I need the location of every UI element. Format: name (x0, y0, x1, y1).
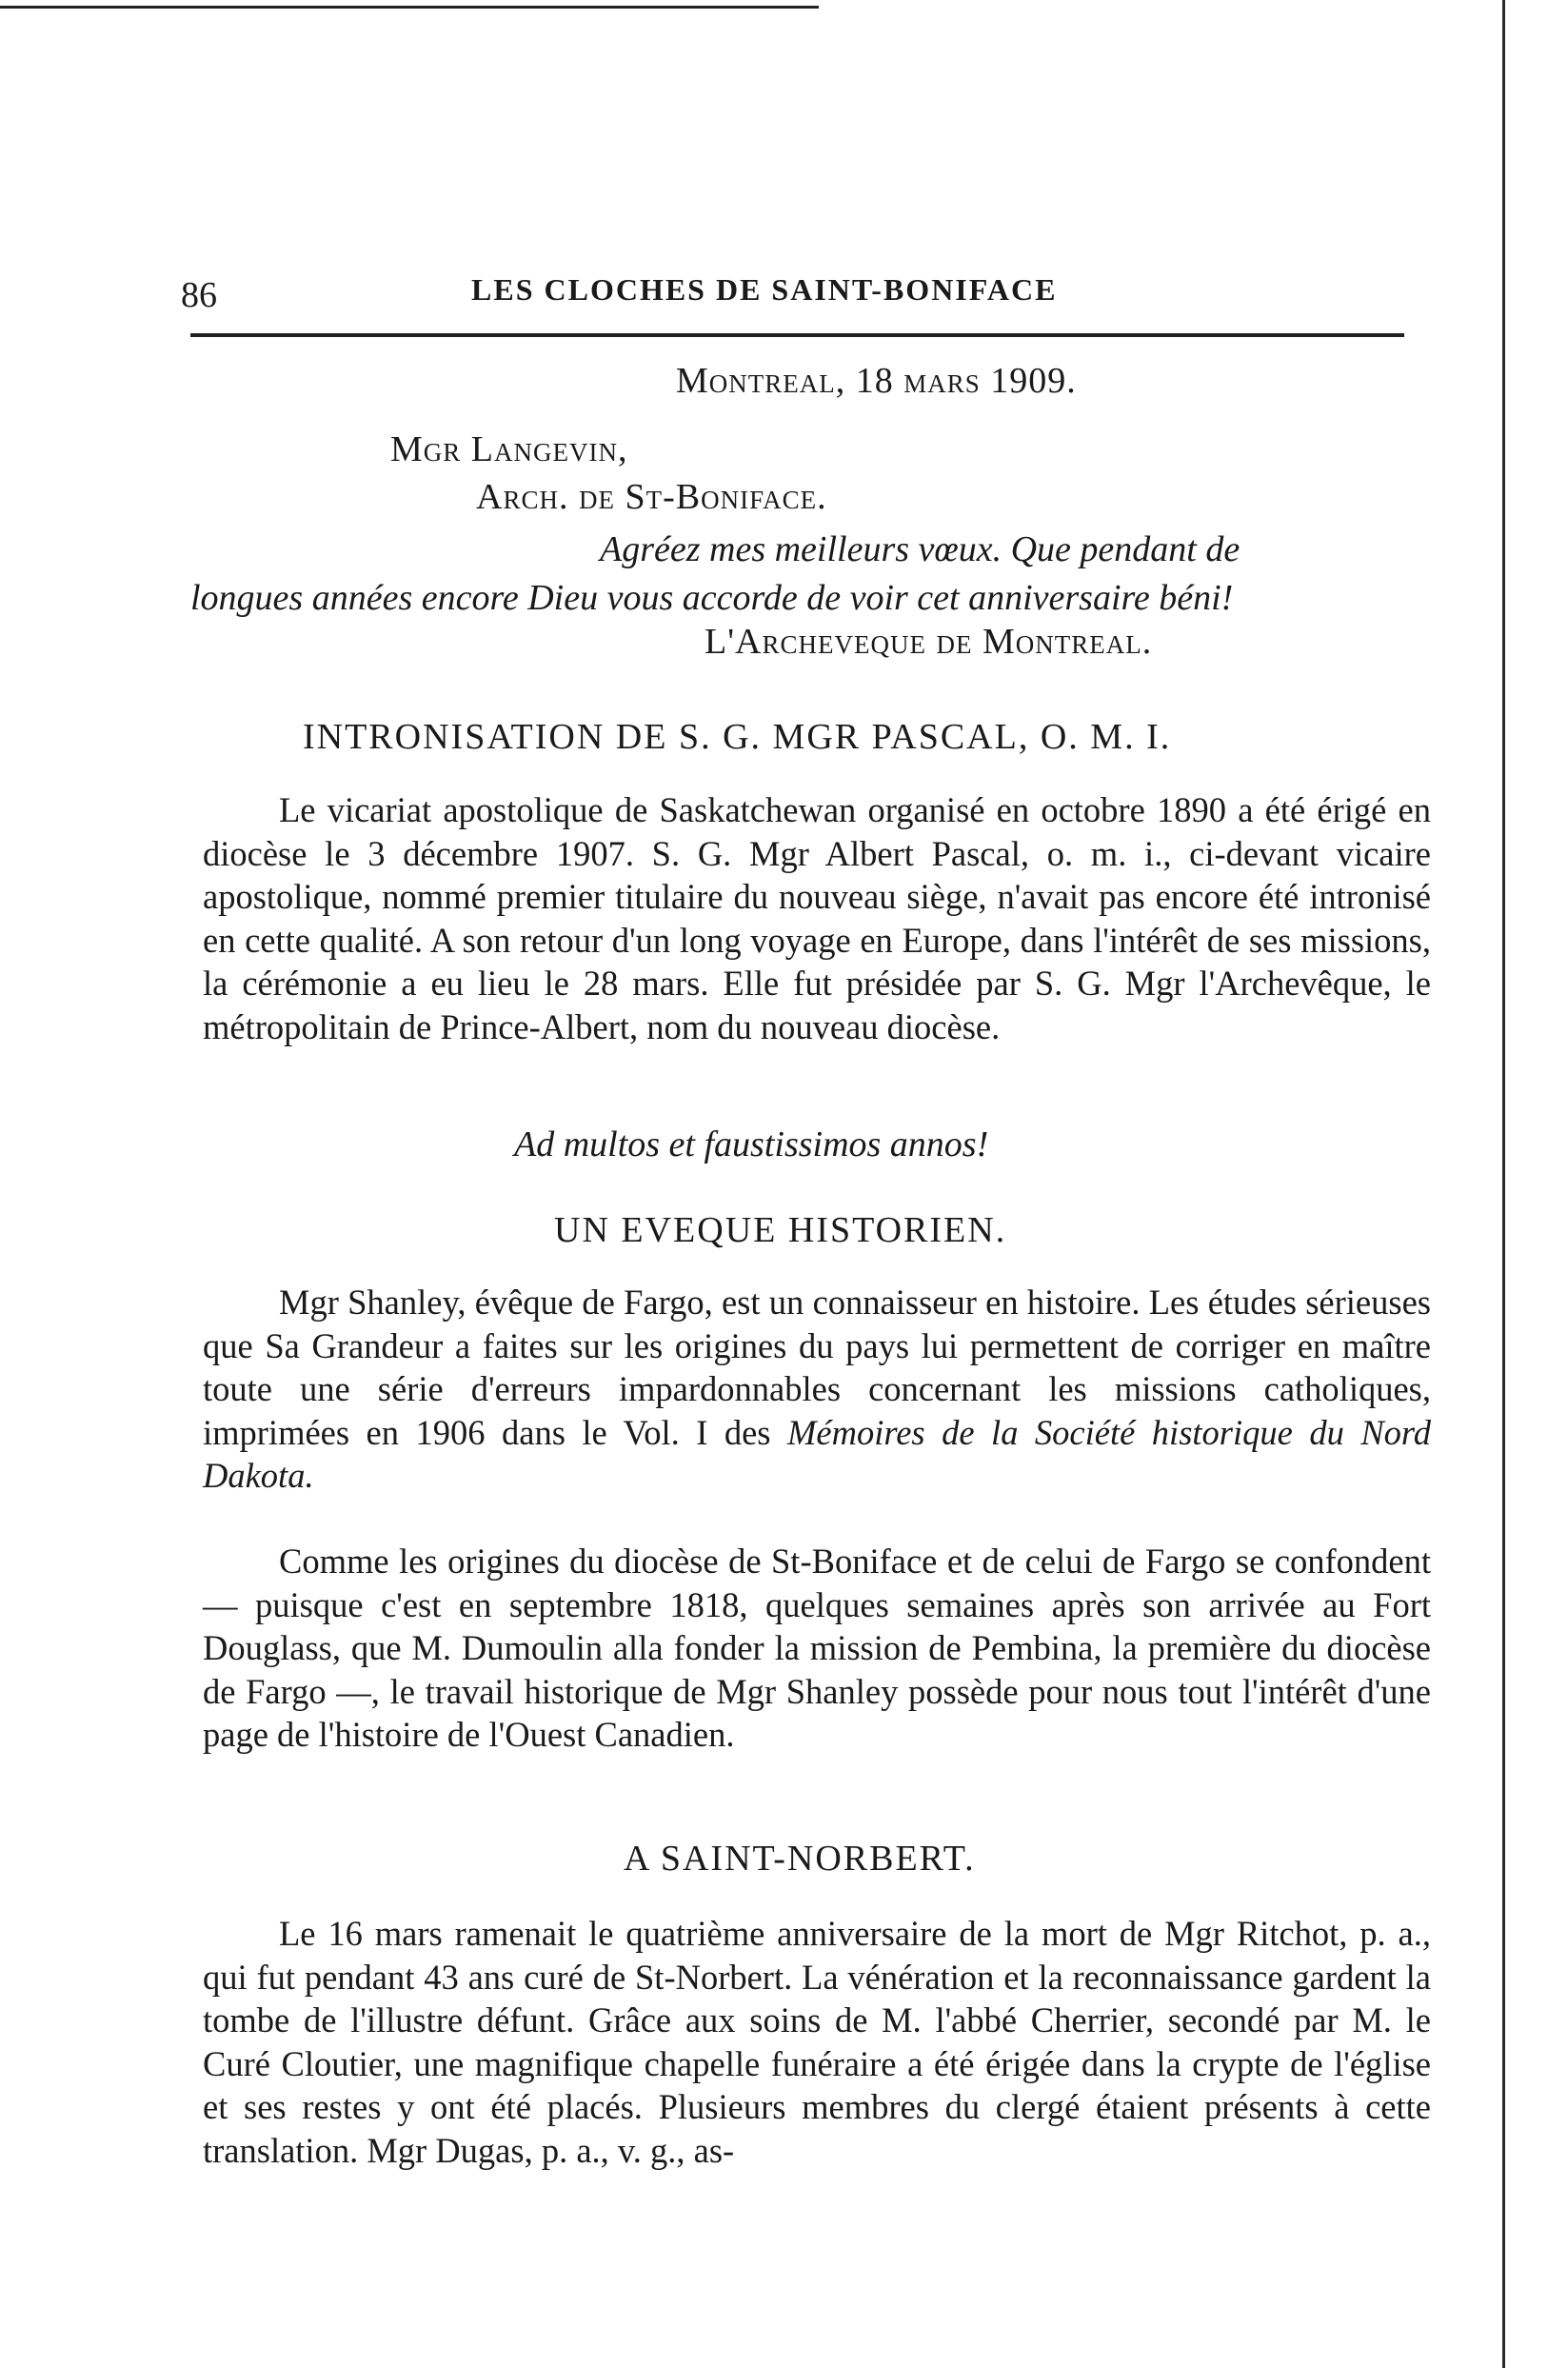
telegram-message-line-1: Agréez mes meilleurs vœux. Que pendant de (600, 529, 1241, 569)
telegram-addressee-title: Arch. de St-Boniface. (476, 477, 827, 517)
paragraph-shanley: Mgr Shanley, évêque de Fargo, est un connaisseur en histoire. Les études sérieuses que Sa Grandeur a faites sur les origines du pays lui permettent de corriger en maître toute une série d'erreurs impardonnables concernant les missions catholiques, imprimées en 1906 dans le Vol. I des Mémoires de la Société historique du Nord Dakota. (203, 1283, 1432, 1495)
memoires-title: Mémoires de la Société historique du Nord Dakota. (203, 1412, 1432, 1495)
section-title-intronisation: INTRONISATION DE S. G. MGR PASCAL, O. M. I. (303, 717, 1172, 757)
section-title-eveque-historien: UN EVEQUE HISTORIEN. (554, 1210, 1007, 1250)
running-title: LES CLOCHES DE SAINT-BONIFACE (471, 272, 1058, 307)
top-border-rule (0, 6, 819, 9)
paragraph-saint-norbert: Le 16 mars ramenait le quatrième anniversaire de la mort de Mgr Ritchot, p. a., qui fut pendant 43 ans curé de St-Norbert. La vénération et la reconnaissance gardent la tombe de l'illustre défunt. Grâce aux soins de M. l'abbé Cherrier, secondé par M. le Curé Cloutier, une magnifique chapelle funéraire a été érigée dans la crypte de l'église et ses restes y ont été placés. Plusieurs membres du clergé étaient présents à cette translation. Mgr Dugas, p. a., v. g., as- (203, 1914, 1431, 2170)
telegram-signature: L'Archeveque de Montreal. (705, 622, 1153, 662)
telegram-message-line-2: longues années encore Dieu vous accorde de voir cet anniversaire béni! (190, 578, 1234, 618)
telegram-dateline: Montreal, 18 mars 1909. (676, 361, 1077, 401)
page-number: 86 (181, 275, 217, 315)
page-edge-rule (1502, 0, 1505, 2368)
paragraph-intronisation: Le vicariat apostolique de Saskatchewan organisé en octobre 1890 a été érigé en diocèse le 3 décembre 1907. S. G. Mgr Albert Pascal, o. m. i., ci-devant vicaire apostolique, nommé premier titulaire du nouveau siège, n'avait pas encore été intronisé en cette qualité. A son retour d'un long voyage en Europe, dans l'intérêt de ses missions, la cérémonie a eu lieu le 28 mars. Elle fut présidée par S. G. Mgr l'Archevêque, le métropolitain de Prince-Albert, nom du nouveau diocèse. (203, 790, 1431, 1046)
paragraph-fargo: Comme les origines du diocèse de St-Boniface et de celui de Fargo se confondent — puisque c'est en septembre 1818, quelques semaines après son arrivée au Fort Douglass, que M. Dumoulin alla fonder la mission de Pembina, la première du diocèse de Fargo —, le travail historique de Mgr Shanley possède pour nous tout l'intérêt d'une page de l'histoire de l'Ouest Canadien. (203, 1542, 1431, 1754)
section-title-saint-norbert: A SAINT-NORBERT. (624, 1839, 976, 1879)
closing-latin-wish: Ad multos et faustissimos annos! (514, 1124, 989, 1164)
telegram-addressee-name: Mgr Langevin, (390, 429, 628, 469)
header-rule (190, 333, 1404, 337)
